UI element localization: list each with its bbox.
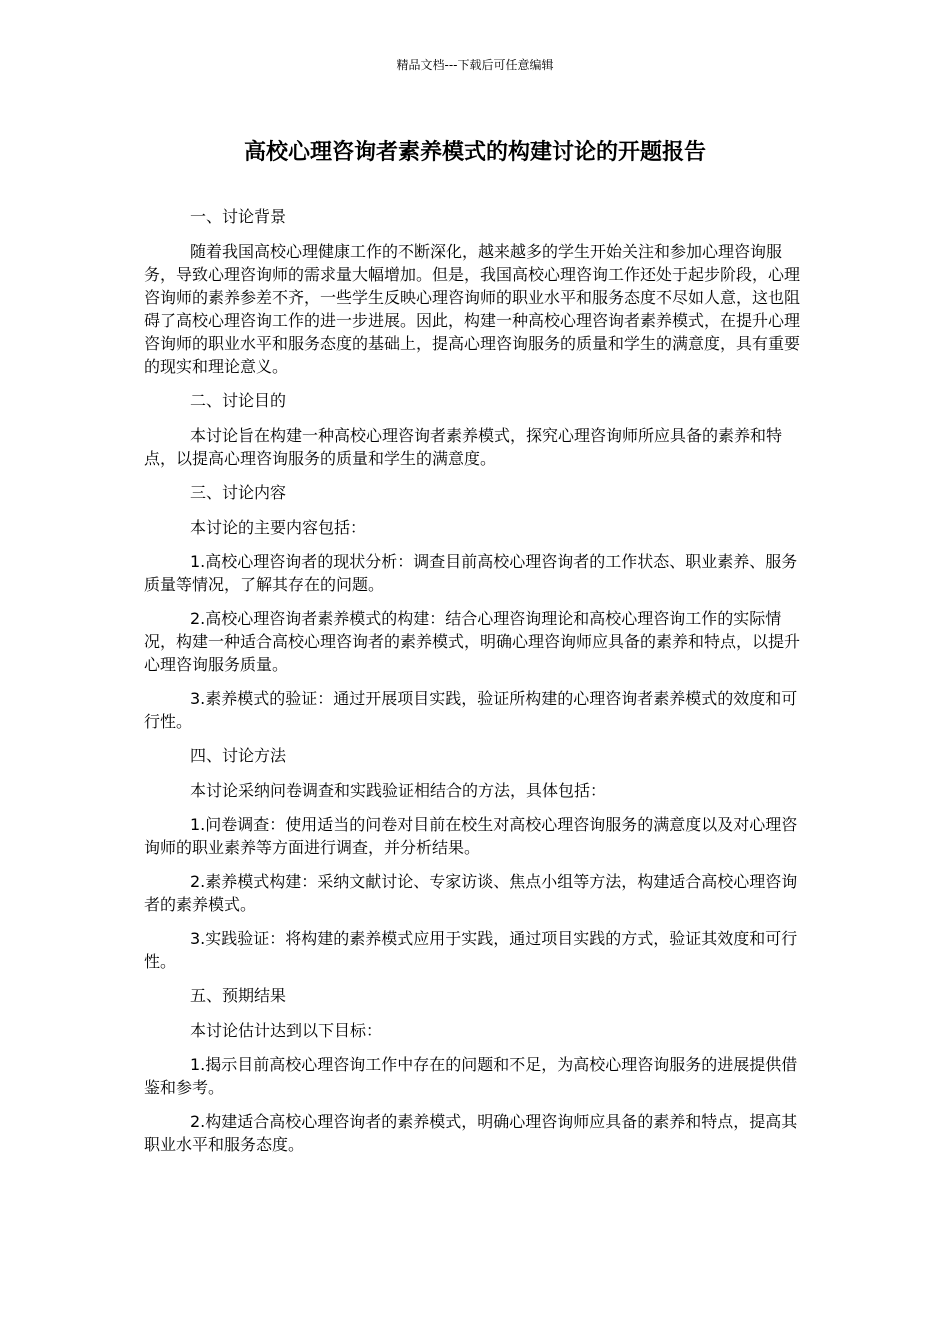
method-item: 3.实践验证：将构建的素养模式应用于实践，通过项目实践的方式，验证其效度和可行性。 <box>144 929 798 971</box>
results-intro: 本讨论估计达到以下目标： <box>190 1021 383 1040</box>
document-body <box>144 205 810 1167</box>
section-heading-purpose: 二、讨论目的 <box>190 391 287 410</box>
document-title: 高校心理咨询者素养模式的构建讨论的开题报告 <box>243 140 706 165</box>
background-paragraph: 随着我国高校心理健康工作的不断深化，越来越多的学生开始关注和参加心理咨询服务，导致心理咨询师的需求量大幅增加。但是，我国高校心理咨询工作还处于起步阶段，心理咨询师的素养参差不齐，一些学生反映心理咨询师的职业水平和服务态度不尽如人意，这也阻碍了高校心理咨询工作的进一步进展。因此，构建一种高校心理咨询者素养模式，在提升心理咨询师的职业水平和服务态度的基础上，提高心理咨询服务的质量和学生的满意度，具有重要的现实和理论意义。 <box>144 242 801 376</box>
purpose-paragraph: 本讨论旨在构建一种高校心理咨询者素养模式，探究心理咨询师所应具备的素养和特点，以提高心理咨询服务的质量和学生的满意度。 <box>144 426 783 468</box>
results-item: 1.揭示目前高校心理咨询工作中存在的问题和不足，为高校心理咨询服务的进展提供借鉴和参考。 <box>144 1055 798 1097</box>
content-item: 3.素养模式的验证：通过开展项目实践，验证所构建的心理咨询者素养模式的效度和可行性。 <box>144 689 798 731</box>
results-item: 2.构建适合高校心理咨询者的素养模式，明确心理咨询师应具备的素养和特点，提高其职业水平和服务态度。 <box>144 1112 798 1154</box>
section-heading-results: 五、预期结果 <box>190 986 287 1005</box>
section-heading-method: 四、讨论方法 <box>190 746 287 765</box>
content-item: 1.高校心理咨询者的现状分析：调查目前高校心理咨询者的工作状态、职业素养、服务质量等情况，了解其存在的问题。 <box>144 552 798 594</box>
method-item: 1.问卷调查：使用适当的问卷对目前在校生对高校心理咨询服务的满意度以及对心理咨询师的职业素养等方面进行调查，并分析结果。 <box>144 815 798 857</box>
method-intro: 本讨论采纳问卷调查和实践验证相结合的方法，具体包括： <box>190 781 607 800</box>
content-intro: 本讨论的主要内容包括： <box>190 518 367 537</box>
section-heading-background: 一、讨论背景 <box>190 207 287 226</box>
content-item: 2.高校心理咨询者素养模式的构建：结合心理咨询理论和高校心理咨询工作的实际情况，构建一种适合高校心理咨询者的素养模式，明确心理咨询师应具备的素养和特点，以提升心理咨询服务质量。 <box>144 609 801 674</box>
section-heading-content: 三、讨论内容 <box>190 483 287 502</box>
method-item: 2.素养模式构建：采纳文献讨论、专家访谈、焦点小组等方法，构建适合高校心理咨询者的素养模式。 <box>144 872 798 914</box>
page-header-note: 精品文档---下载后可任意编辑 <box>396 58 554 72</box>
